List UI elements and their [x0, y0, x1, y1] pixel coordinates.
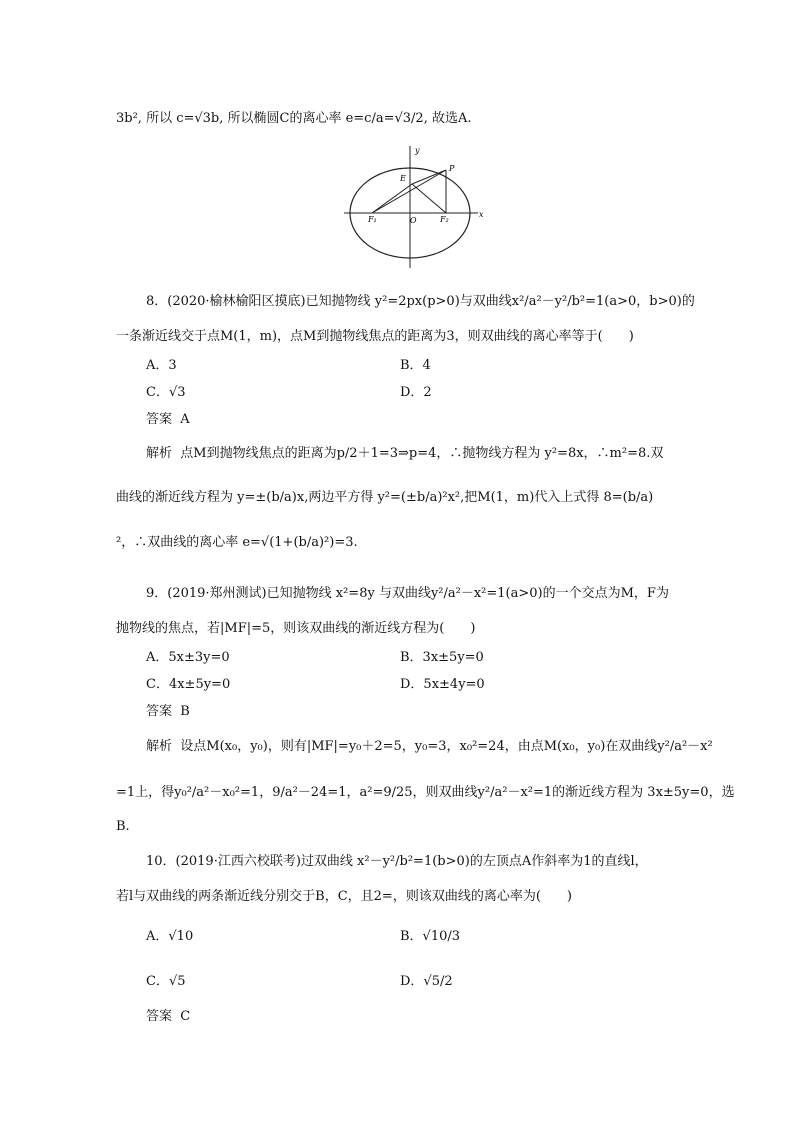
- q10-stem-line2: 若l与双曲线的两条渐近线分别交于B，C，且2=，则该双曲线的离心率为( ): [116, 889, 572, 904]
- q10-stem-line1: 10．(2019·江西六校联考)过双曲线 x²－y²/b²=1(b>0)的左顶点A作斜率为1的直线l，: [146, 854, 648, 869]
- q9-answer: [146, 703, 190, 721]
- q9-explanation-line3: B.: [116, 819, 130, 834]
- q8-explanation-line2: 曲线的渐近线方程为 y=±(b/a)x,两边平方得 y²=(±b/a)²x²,把M(1，m)代入上式得 8=(b/a): [116, 490, 654, 505]
- label-e: E: [400, 174, 406, 183]
- label-y: y: [415, 146, 420, 155]
- segment-f1-p: [372, 170, 446, 213]
- q8-stem-line2: 一条渐近线交于点M(1，m)，点M到抛物线焦点的距离为3，则双曲线的离心率等于( ): [116, 329, 634, 344]
- q8-explanation-line3: ²，∴双曲线的离心率 e=√(1+(b/a)²)=3.: [116, 535, 358, 550]
- q10-answer: [146, 1008, 190, 1026]
- q10-answer-label: 答案: [146, 1009, 173, 1024]
- q10-answer-value: C: [180, 1009, 191, 1024]
- q9-explanation-label: 解析: [146, 739, 173, 754]
- q8-answer-value: A: [180, 412, 190, 427]
- label-x: x: [479, 210, 484, 219]
- q8-explanation-text1: 点M到抛物线焦点的距离为p/2＋1=3⇒p=4，∴抛物线方程为 y²=8x，∴m²=8.双: [180, 446, 664, 461]
- q9-option-c: C．4x±5y=0: [146, 677, 231, 692]
- label-o: O: [410, 216, 417, 225]
- q9-answer-label: 答案: [146, 704, 173, 719]
- q9-explanation-line1: [146, 738, 713, 756]
- q9-explanation-text1: 设点M(x₀，y₀)，则有|MF|=y₀＋2=5，y₀=3，x₀²=24，由点M(x₀，y₀)在双曲线y²/a²－x²: [180, 739, 713, 754]
- q10-option-c: C．√5: [146, 974, 186, 989]
- q8-explanation-label: 解析: [146, 446, 173, 461]
- q8-stem-line1: 8．(2020·榆林榆阳区摸底)已知抛物线 y²=2px(p>0)与双曲线x²/a²－y²/b²=1(a>0，b>0)的: [146, 294, 695, 309]
- q9-option-b: B．3x±5y=0: [400, 650, 484, 665]
- label-f1: F₁: [368, 215, 377, 224]
- segment-e-p: [412, 170, 446, 184]
- q10-option-d: D．√5/2: [400, 974, 453, 989]
- q8-option-b: B．4: [400, 358, 431, 373]
- q8-option-c: C．√3: [146, 385, 186, 400]
- q9-explanation-line2: =1上，得y₀²/a²－x₀²=1，9/a²－24=1，a²=9/25，则双曲线y²/a²－x²=1的渐近线方程为 3x±5y=0，选: [116, 785, 735, 800]
- segment-f1-e: [372, 184, 412, 213]
- q10-option-b: B．√10/3: [400, 929, 461, 944]
- label-p: P: [449, 164, 455, 173]
- q8-explanation-line1: [146, 445, 663, 463]
- q10-option-a: A．√10: [146, 929, 194, 944]
- ellipse-figure: [336, 140, 486, 268]
- q9-option-a: A．5x±3y=0: [146, 650, 230, 665]
- q9-option-d: D．5x±4y=0: [400, 677, 485, 692]
- q8-answer: [146, 411, 190, 429]
- q8-option-d: D．2: [400, 385, 432, 400]
- q9-stem-line2: 抛物线的焦点，若|MF|=5，则该双曲线的渐近线方程为( ): [116, 621, 476, 636]
- q9-stem-line1: 9．(2019·郑州测试)已知抛物线 x²=8y 与双曲线y²/a²－x²=1(a>0)的一个交点为M，F为: [146, 586, 669, 601]
- q9-answer-value: B: [180, 704, 190, 719]
- label-f2: F₂: [440, 215, 449, 224]
- segment-e-f2: [412, 184, 446, 213]
- q8-option-a: A．3: [146, 358, 177, 373]
- q8-answer-label: 答案: [146, 412, 173, 427]
- continuation-line: 3b², 所以 c=√3b, 所以椭圆C的离心率 e=c/a=√3/2, 故选A.: [116, 111, 472, 126]
